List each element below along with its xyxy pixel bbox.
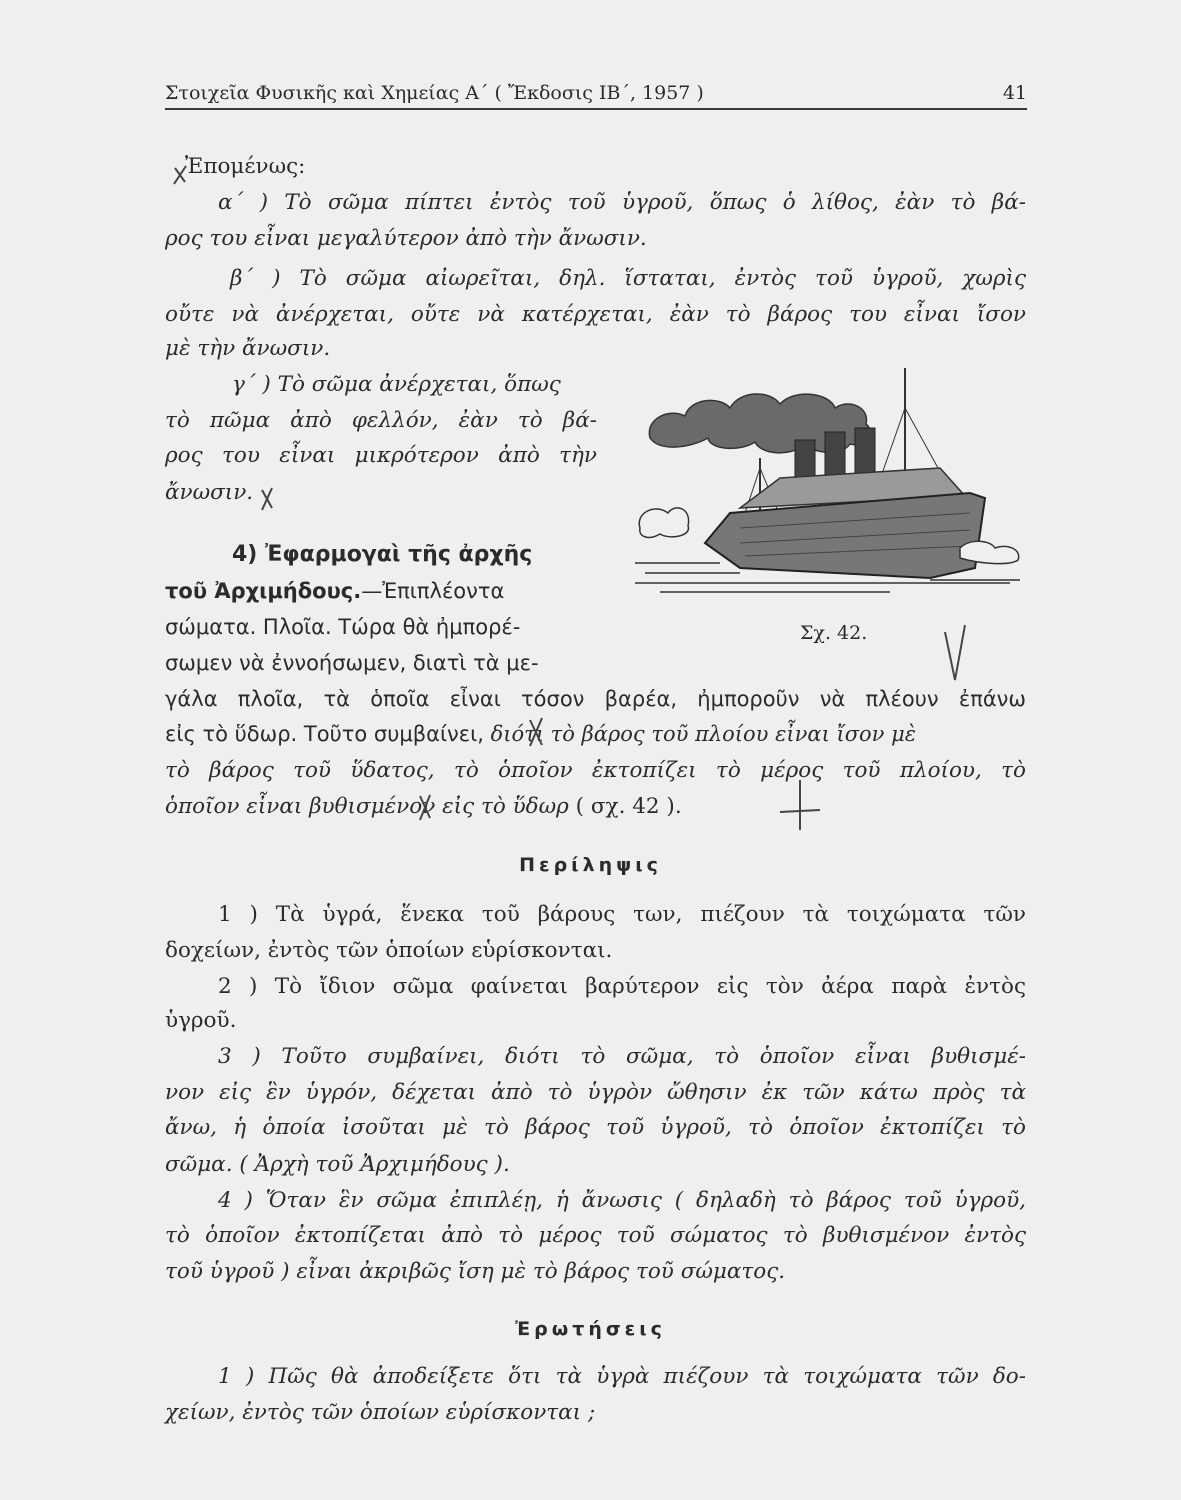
- summary-line: 4 ) Ὅταν ἓν σῶμα ἐπιπλέῃ, ἡ ἄνωσις ( δηλαδὴ τὸ βάρος τοῦ ὑγροῦ,: [218, 1188, 1026, 1213]
- plus-mark-icon: [780, 780, 820, 830]
- check-mark-icon: [530, 718, 542, 746]
- book-title: Στοιχεῖα Φυσικῆς καὶ Χημείας Α΄ ( Ἔκδοσις ΙΒ΄, 1957 ): [165, 82, 704, 104]
- text-line: σωμεν νὰ ἐννοήσωμεν, διατὶ τὰ με-: [165, 651, 539, 675]
- summary-line: νον εἰς ἓν ὑγρόν, δέχεται ἀπὸ τὸ ὑγρὸν ὤθησιν ἐκ τῶν κάτω πρὸς τὰ: [165, 1080, 1026, 1105]
- text-line: μὲ τὴν ἄνωσιν.: [165, 336, 331, 361]
- text-line: οὔτε νὰ ἀνέρχεται, οὔτε νὰ κατέρχεται, ἐὰν τὸ βάρος του εἶναι ἴσον: [165, 302, 1026, 327]
- text-run: ( σχ. 42 ).: [575, 794, 682, 819]
- section-heading: 4) Ἐφαρμογαὶ τῆς ἀρχῆς: [232, 542, 533, 567]
- summary-line: δοχείων, ἐντὸς τῶν ὁποίων εὑρίσκονται.: [165, 938, 613, 963]
- page-number: 41: [1002, 82, 1027, 104]
- check-mark-icon: [420, 795, 430, 820]
- summary-line: ἄνω, ἡ ὁποία ἰσοῦται μὲ τὸ βάρος τοῦ ὑγροῦ, τὸ ὁποῖον ἐκτοπίζει τὸ: [165, 1115, 1026, 1140]
- text-line: β΄ ) Τὸ σῶμα αἰωρεῖται, δηλ. ἵσταται, ἐντὸς τοῦ ὑγροῦ, χωρὶς: [230, 266, 1026, 291]
- text-run: —Ἐπιπλέοντα: [361, 579, 505, 603]
- check-mark-icon: [262, 488, 272, 510]
- summary-line: τοῦ ὑγροῦ ) εἶναι ἀκριβῶς ἴση μὲ τὸ βάρος τοῦ σώματος.: [165, 1259, 786, 1284]
- summary-line: σῶμα. ( Ἀρχὴ τοῦ Ἀρχιμήδους ).: [165, 1152, 510, 1177]
- questions-heading: Ἐρωτήσεις: [515, 1318, 666, 1340]
- check-mark-icon: [174, 166, 186, 184]
- text-line: α΄ ) Τὸ σῶμα πίπτει ἐντὸς τοῦ ὑγροῦ, ὅπως ὁ λίθος, ἐὰν τὸ βά-: [218, 190, 1026, 215]
- summary-line: 2 ) Τὸ ἴδιον σῶμα φαίνεται βαρύτερον εἰς τὸν ἀέρα παρὰ ἐντὸς: [218, 974, 1026, 999]
- figure-caption: Σχ. 42.: [800, 622, 868, 644]
- text-line: σώματα. Πλοῖα. Τώρα θὰ ἠμπορέ-: [165, 615, 521, 639]
- text-line: ρος του εἶναι μεγαλύτερον ἀπὸ τὴν ἄνωσιν.: [165, 226, 647, 251]
- text-line: γάλα πλοῖα, τὰ ὁποῖα εἶναι τόσον βαρέα, ἠμποροῦν νὰ πλέουν ἐπάνω: [165, 687, 1026, 711]
- text-line: τὸ βάρος τοῦ ὕδατος, τὸ ὁποῖον ἐκτοπίζει τὸ μέρος τοῦ πλοίου, τὸ: [165, 758, 1026, 783]
- question-line: χείων, ἐντὸς τῶν ὁποίων εὑρίσκονται ;: [165, 1400, 596, 1425]
- text-line: ρος του εἶναι μικρότερον ἀπὸ τὴν: [165, 443, 597, 468]
- question-line: 1 ) Πῶς θὰ ἀποδείξετε ὅτι τὰ ὑγρὰ πιέζουν τὰ τοιχώματα τῶν δο-: [218, 1364, 1026, 1389]
- text-line: Ἐπομένως:: [185, 154, 306, 179]
- check-mark-icon: [945, 625, 965, 680]
- summary-line: τὸ ὁποῖον ἐκτοπίζεται ἀπὸ τὸ μέρος τοῦ σώματος τὸ βυθισμένον ἐντὸς: [165, 1223, 1026, 1248]
- text-line: τὸ πῶμα ἀπὸ φελλόν, ἐὰν τὸ βά-: [165, 408, 597, 433]
- text-run: διότι τὸ βάρος τοῦ πλοίου εἶναι ἴσον μὲ: [490, 722, 917, 746]
- summary-line: ὑγροῦ.: [165, 1008, 237, 1033]
- summary-heading: Περίληψις: [519, 854, 662, 876]
- section-heading-cont: τοῦ Ἀρχιμήδους.: [165, 579, 362, 603]
- summary-line: 3 ) Τοῦτο συμβαίνει, διότι τὸ σῶμα, τὸ ὁποῖον εἶναι βυθισμέ-: [218, 1044, 1026, 1069]
- text-run: εἰς τὸ ὕδωρ. Τοῦτο συμβαίνει,: [165, 722, 484, 746]
- summary-line: 1 ) Τὰ ὑγρά, ἕνεκα τοῦ βάρους των, πιέζουν τὰ τοιχώματα τῶν: [218, 902, 1026, 927]
- text-line: ἄνωσιν.: [165, 480, 254, 505]
- text-run: ὁποῖον εἶναι βυθισμένον εἰς τὸ ὕδωρ: [165, 794, 569, 819]
- text-line: γ΄ ) Τὸ σῶμα ἀνέρχεται, ὅπως: [232, 372, 561, 397]
